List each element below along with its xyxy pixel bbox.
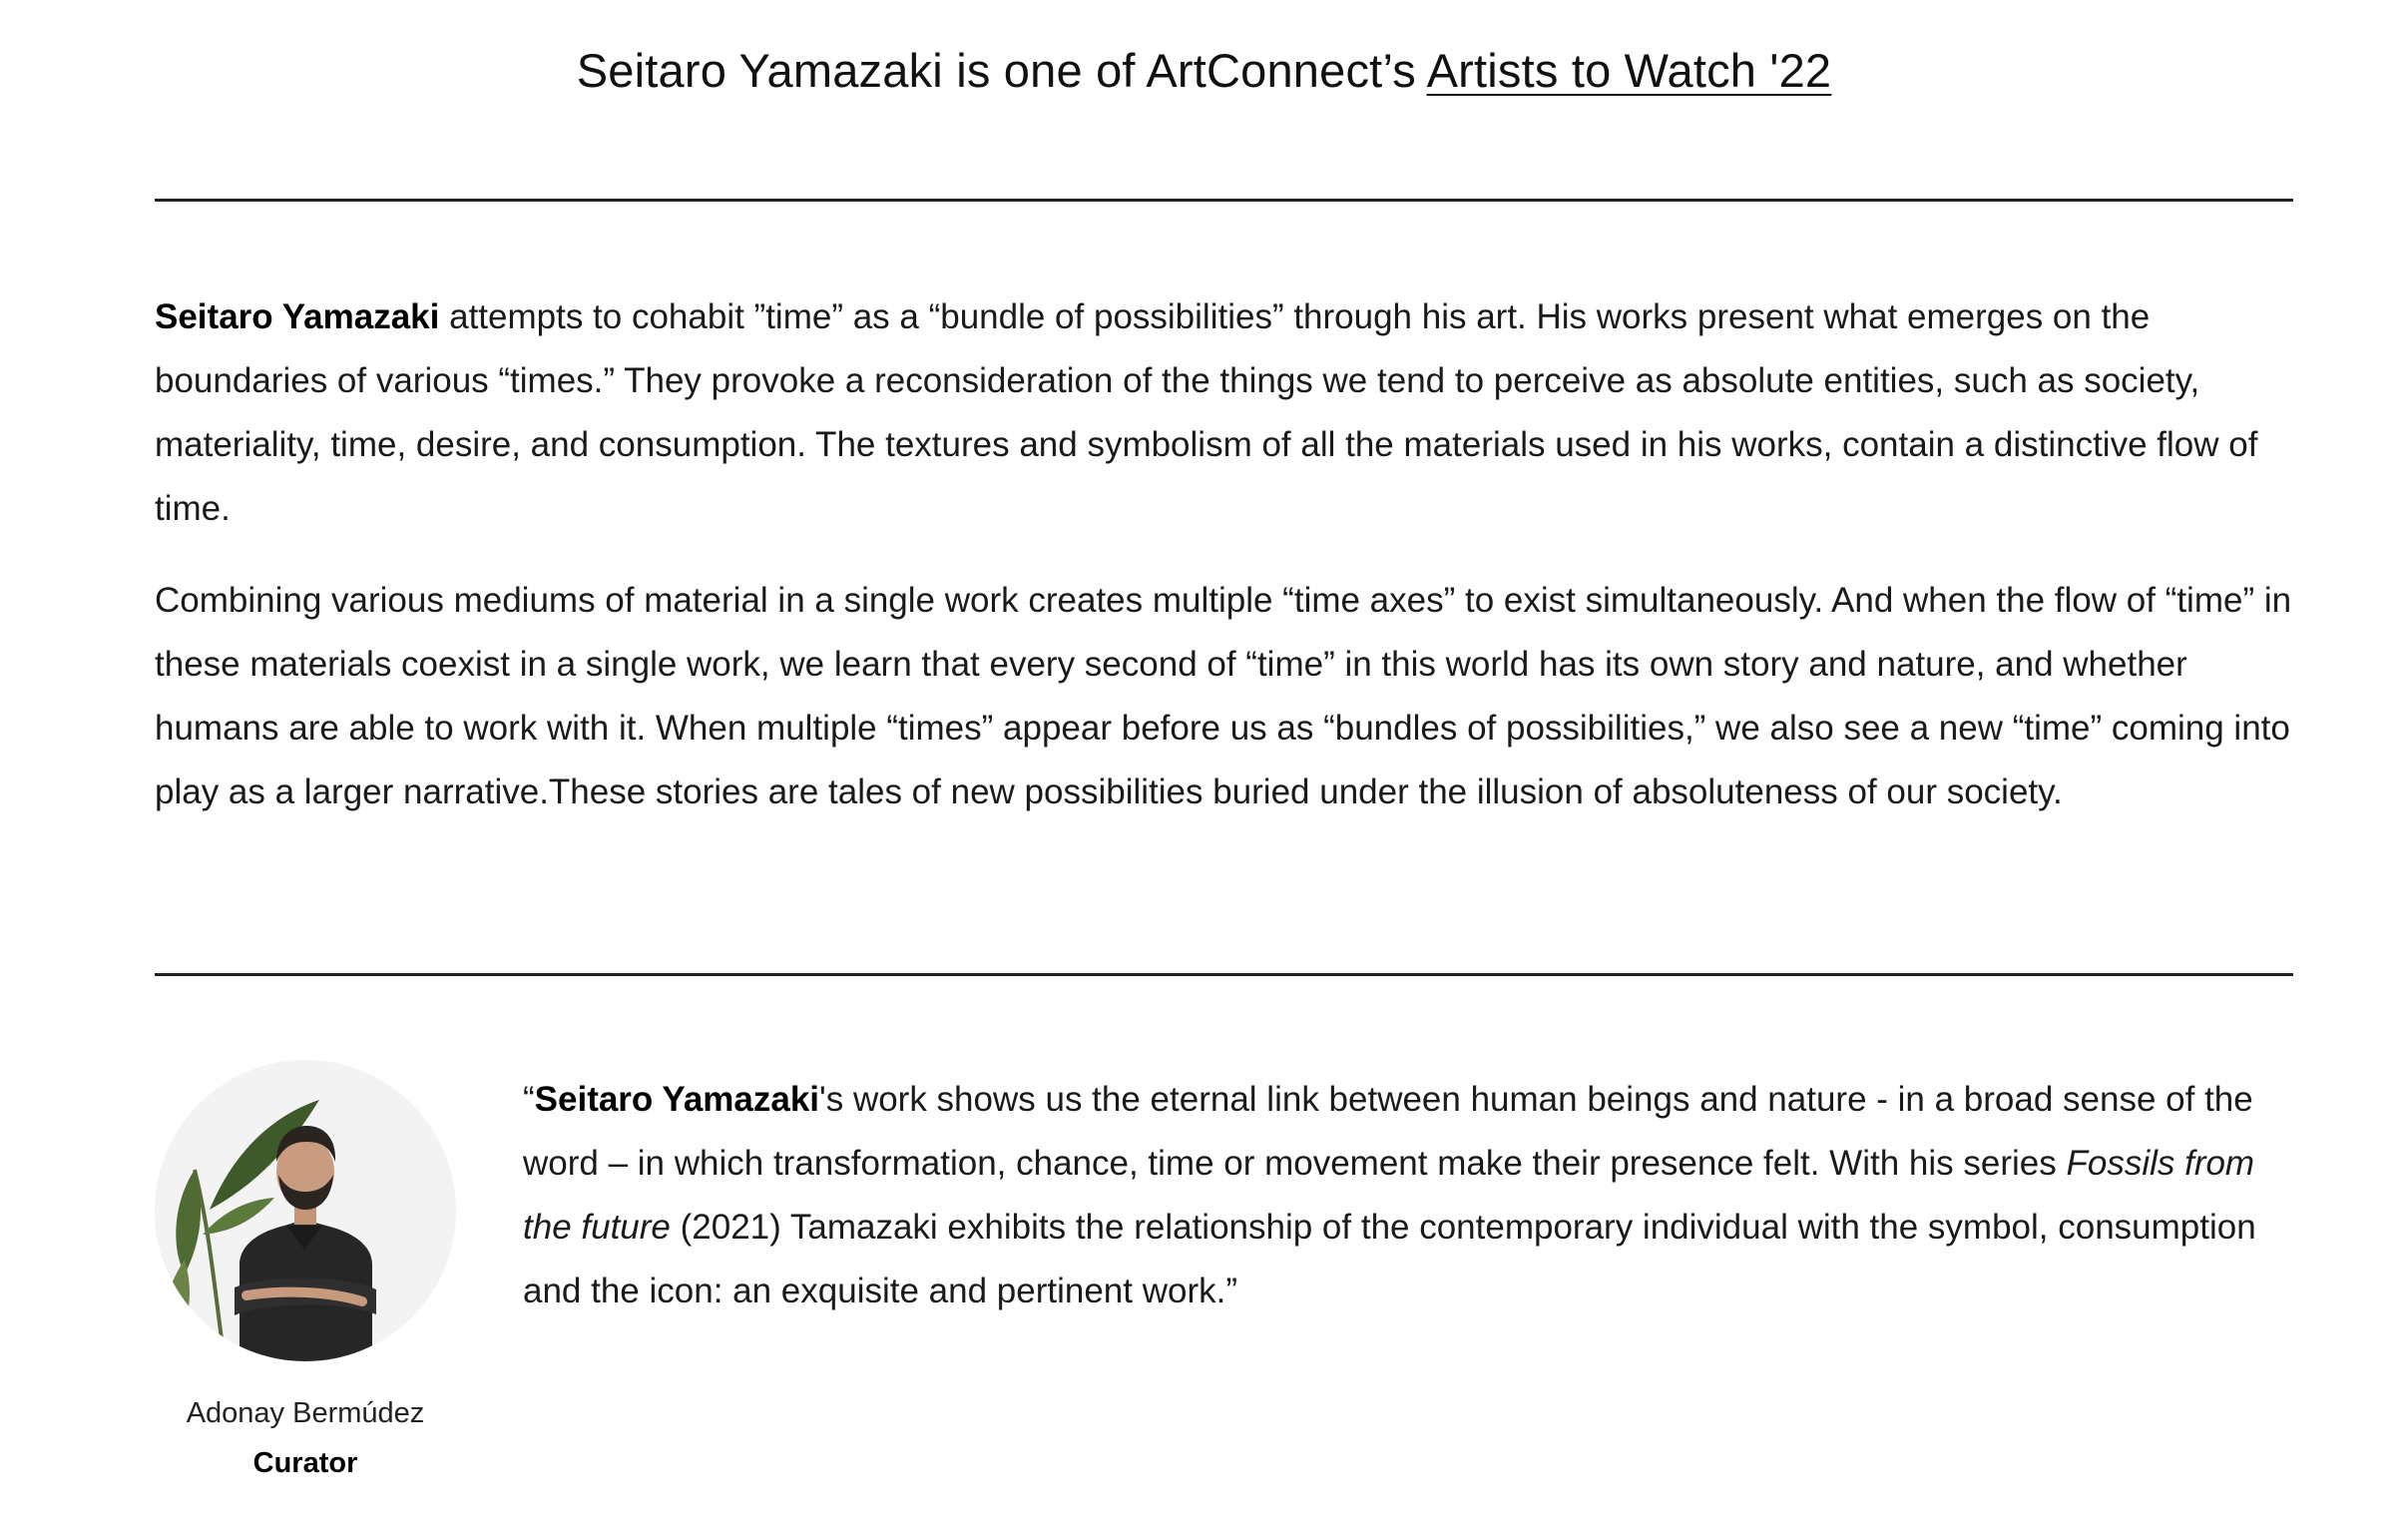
bio-artist-name: Seitaro Yamazaki xyxy=(155,297,440,336)
curator-role: Curator xyxy=(252,1447,358,1479)
divider-middle xyxy=(155,973,2293,976)
quote-artist-name: Seitaro Yamazaki xyxy=(534,1080,820,1119)
quote-series-title: Fossils from the future xyxy=(523,1144,2255,1247)
curator-name: Adonay Bermúdez xyxy=(186,1397,425,1429)
quote-text-part-2: (2021) Tamazaki exhibits the relationship of the contemporary individual with the symbol, consumption and the icon: an exquisite and pertinent work.” xyxy=(523,1208,2256,1310)
headline-prefix: Seitaro Yamazaki is one of ArtConnect’s xyxy=(576,44,1427,97)
curator-testimonial xyxy=(155,1060,2293,1499)
bio-paragraph-2: Combining various mediums of material in a single work creates multiple “time axes” to exist simultaneously. And when the flow of “time” in these materials coexist in a single work, we learn that every second of “time” in this world has its own story and nature, and whether humans are able to work with it. When multiple “times” appear before us as “bundles of possibilities,” we also see a new “time” coming into play as a larger narrative.These stories are tales of new possibilities buried under the illusion of absoluteness of our society. xyxy=(155,581,2292,811)
headline xyxy=(0,38,2408,104)
artists-to-watch-link[interactable]: Artists to Watch '22 xyxy=(1426,44,1832,97)
curator-portrait-icon xyxy=(155,1060,456,1361)
bio-paragraph-1-text: attempts to cohabit ”time” as a “bundle of possibilities” through his art. His works present what emerges on the boundaries of various “times.” They provoke a reconsideration of the things we tend to perceive as absolute entities, such as society, materiality, time, desire, and consumption. The textures and symbolism of all the materials used in his works, contain a distinctive flow of time. xyxy=(155,297,2258,528)
artist-bio xyxy=(155,285,2293,852)
curator-card xyxy=(155,1060,456,1483)
bio-paragraph-1 xyxy=(155,285,2293,541)
avatar xyxy=(155,1060,456,1361)
divider-top xyxy=(155,199,2293,202)
quote-text-part-1: 's work shows us the eternal link between human beings and nature - in a broad sense of the word – in which transformation, chance, time or movement make their presence felt. With his series xyxy=(523,1080,2253,1183)
curator-quote xyxy=(523,1068,2293,1323)
quote-open-mark: “ xyxy=(523,1080,535,1119)
